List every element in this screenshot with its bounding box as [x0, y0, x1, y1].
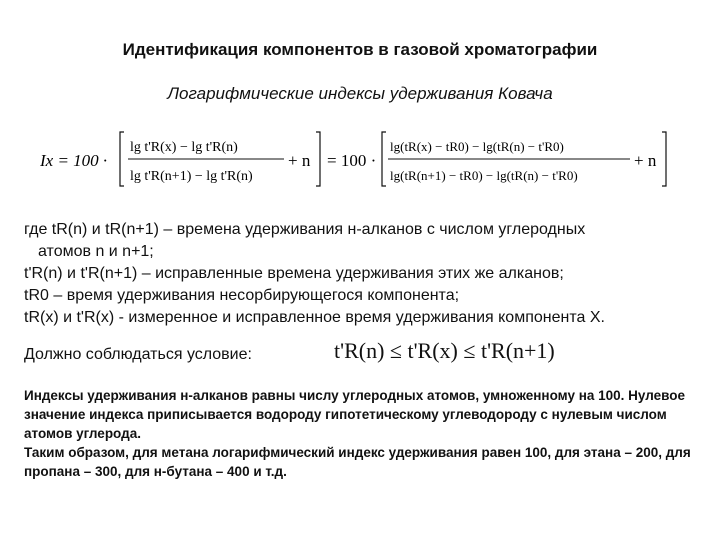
- formula-graphic: [40, 124, 680, 194]
- definitions: [24, 219, 704, 329]
- condition: [24, 338, 704, 368]
- frac2-numerator: lg(tR(x) − tR0) − lg(tR(n) − t'R0): [390, 139, 564, 154]
- note-paragraph-1: Индексы удерживания н-алканов равны числу углеродных атомов, умноженному на 100. Нулевое значение индекса приписывается водороду гипотетическому углеводороду с нулевым числом атомов углерода.: [24, 388, 686, 441]
- definition-line-4: tR(x) и t'R(x) - измеренное и исправленное время удерживания компонента X.: [24, 309, 605, 326]
- note-paragraph-2: Таким образом, для метана логарифмический индекс удерживания равен 100, для этана – 200, для пропана – 300, для н-бутана – 400 и т.д.: [24, 445, 691, 479]
- condition-formula: t'R(n) ≤ t'R(x) ≤ t'R(n+1): [334, 338, 555, 363]
- left-bracket: [120, 132, 124, 186]
- frac1-denominator: lg t'R(n+1) − lg t'R(n): [130, 169, 253, 184]
- page-title: Идентификация компонентов в газовой хроматографии: [122, 40, 598, 59]
- page-subtitle: Логарифмические индексы удерживания Ковача: [167, 84, 553, 103]
- definition-line-1b: атомов n и n+1;: [38, 243, 154, 260]
- definition-line-2: t'R(n) и t'R(n+1) – исправленные времена удерживания этих же алканов;: [24, 265, 564, 282]
- right-bracket: [316, 132, 320, 186]
- formula-equals: = 100 ·: [327, 151, 377, 170]
- frac1-numerator: lg t'R(x) − lg t'R(n): [130, 140, 238, 155]
- definition-line-3: tR0 – время удерживания несорбирующегося компонента;: [24, 287, 460, 304]
- kovats-formula: [40, 124, 680, 194]
- formula-lhs: Ix = 100 ·: [40, 151, 108, 170]
- condition-label: Должно соблюдаться условие:: [24, 346, 252, 363]
- left-bracket-2: [382, 132, 386, 186]
- frac2-denominator: lg(tR(n+1) − tR0) − lg(tR(n) − t'R0): [390, 168, 578, 183]
- note: [24, 386, 704, 481]
- frac2-plus-n: + n: [634, 151, 657, 170]
- definition-line-1: где tR(n) и tR(n+1) – времена удерживания н-алканов с числом углеродных: [24, 221, 586, 238]
- right-bracket-2: [662, 132, 666, 186]
- frac1-plus-n: + n: [288, 151, 311, 170]
